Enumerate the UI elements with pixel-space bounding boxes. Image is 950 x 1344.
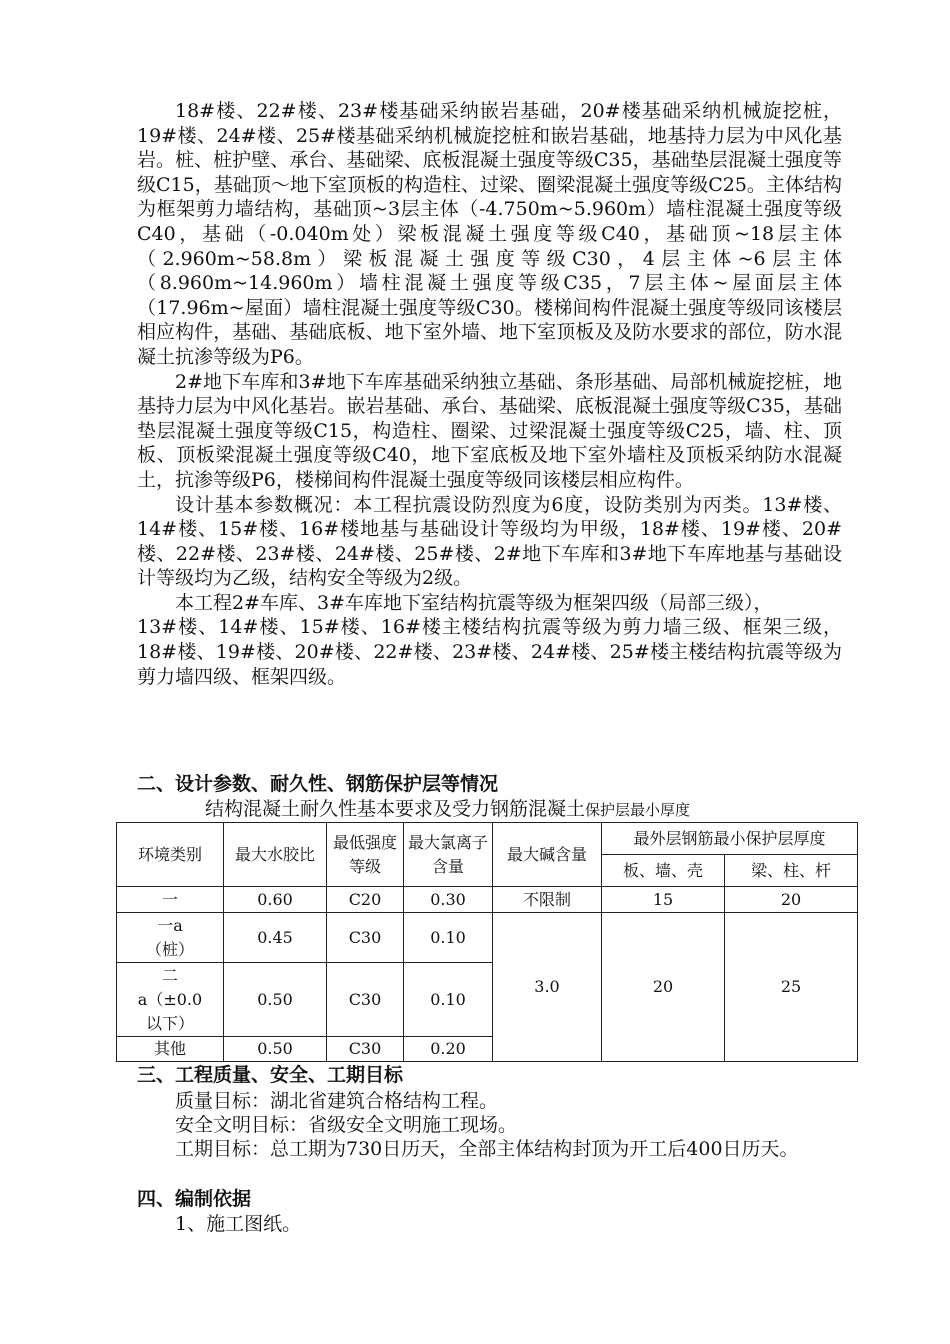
cell-slab-cover-merged: 20 (602, 913, 725, 1062)
cell-beam-cover: 20 (725, 887, 858, 913)
table-row (117, 887, 858, 913)
cell-env (117, 963, 224, 1037)
table-header-row (117, 823, 858, 855)
section-3-body (137, 1089, 842, 1161)
paragraph-foundation-buildings: 18#楼、22#楼、23#楼基础采纳嵌岩基础，20#楼基础采纳机械旋挖桩，19#楼、24#楼、25#楼基础采纳机械旋挖桩和嵌岩基础，地基持力层为中风化基岩。桩、桩护壁、承台、基础梁、底板混凝土强度等级C35，基础垫层混凝土强度等级C15，基础顶～地下室顶板的构造柱、过梁、圈梁混凝土强度等级C25。主体结构为框架剪力墙结构，基础顶~3层主体（-4.750m~5.960m）墙柱混凝土强度等级C40，基础（-0.040m处）梁板混凝土强度等级C40，基础顶~18层主体（2.960m~58.8m）梁板混凝土强度等级C30，4层主体~6层主体（8.960m~14.960m）墙柱混凝土强度等级C35，7层主体~屋面层主体（17.96m~屋面）墙柱混凝土强度等级C30。楼梯间构件混凝土强度等级同该楼层相应构件，基础、基础底板、地下室外墙、地下室顶板及及防水要求的部位，防水混凝土抗渗等级为P6。 (137, 100, 842, 368)
header-max-alkali: 最大碱含量 (493, 823, 602, 887)
cell-alkali: 不限制 (493, 887, 602, 913)
header-max-chloride: 最大氯离子含量 (404, 823, 493, 887)
cell-env: 其他 (117, 1037, 224, 1062)
header-beam-column-bar: 梁、柱、杆 (725, 855, 858, 887)
paragraph-building-seismic: 13#楼、14#楼、15#楼、16#楼主楼结构抗震等级为剪力墙三级、框架三级，18#楼、19#楼、20#楼、22#楼、23#楼、24#楼、25#楼主楼结构抗震等级为剪力墙四级、框架四级。 (137, 616, 842, 688)
cell-slab-cover: 15 (602, 887, 725, 913)
cell-env: 一 (117, 887, 224, 913)
section-heading-2: 二、设计参数、耐久性、钢筋保护层等情况 (137, 773, 499, 795)
table-row (117, 913, 858, 963)
cell-grade: C30 (327, 1037, 404, 1062)
cell-env-line: （桩） (145, 939, 194, 959)
cell-grade: C20 (327, 887, 404, 913)
header-min-strength: 最低强度等级 (327, 823, 404, 887)
schedule-goal: 工期目标：总工期为730日历天，全部主体结构封顶为开工后400日历天。 (175, 1138, 799, 1160)
cell-env-line: 以下） (145, 1013, 194, 1033)
header-max-wc-ratio: 最大水胶比 (224, 823, 327, 887)
cell-grade: C30 (327, 963, 404, 1037)
safety-goal: 安全文明目标：省级安全文明施工现场。 (175, 1114, 518, 1136)
header-env-class: 环境类别 (117, 823, 224, 887)
header-min-cover: 最外层钢筋最小保护层厚度 (602, 823, 858, 855)
paragraph-design-parameters: 设计基本参数概况：本工程抗震设防烈度为6度，设防类别为丙类。13#楼、14#楼、15#楼、16#楼地基与基础设计等级均为甲级，18#楼、19#楼、20#楼、22#楼、23#楼、24#楼、25#楼、2#地下车库和3#地下车库地基与基础设计等级均为乙级，结构安全等级为2级。 (137, 493, 842, 590)
quality-goal: 质量目标：湖北省建筑合格结构工程。 (175, 1090, 499, 1112)
cell-chloride: 0.10 (404, 913, 493, 963)
body-text-top (137, 99, 842, 689)
cell-env (117, 913, 224, 963)
cell-env-line: 二 (161, 965, 178, 985)
cell-wc: 0.45 (224, 913, 327, 963)
table-caption (205, 797, 690, 822)
paragraph-basement-garage: 2#地下车库和3#地下车库基础采纳独立基础、条形基础、局部机械旋挖桩，地基持力层为中风化基岩。嵌岩基础、承台、基础梁、底板混凝土强度等级C35，基础垫层混凝土强度等级C15，构造柱、圈梁、过梁混凝土强度等级C25，墙、柱、顶板、顶板梁混凝土强度等级C40，地下室底板及地下室外墙柱及顶板采纳防水混凝土，抗渗等级P6，楼梯间构件混凝土强度等级同该楼层相应构件。 (137, 370, 842, 491)
section-heading-3: 三、工程质量、安全、工期目标 (137, 1064, 404, 1086)
basis-item-drawings: 1、施工图纸。 (175, 1213, 302, 1235)
section-4-body (137, 1212, 842, 1236)
cell-wc: 0.50 (224, 963, 327, 1037)
cell-grade: C30 (327, 913, 404, 963)
header-slab-wall-shell: 板、墙、壳 (602, 855, 725, 887)
paragraph-garage-seismic: 本工程2#车库、3#车库地下室结构抗震等级为框架四级（局部三级）， (175, 591, 773, 614)
cell-wc: 0.50 (224, 1037, 327, 1062)
cell-chloride: 0.20 (404, 1037, 493, 1062)
cell-alkali-merged: 3.0 (493, 913, 602, 1062)
cell-env-line: 一a (157, 915, 183, 935)
section-heading-4: 四、编制依据 (137, 1188, 252, 1210)
table-caption-main: 结构混凝土耐久性基本要求及受力钢筋混凝土 (205, 798, 586, 820)
durability-table (116, 822, 858, 1062)
cell-wc: 0.60 (224, 887, 327, 913)
cell-chloride: 0.10 (404, 963, 493, 1037)
cell-env-line: a（±0.0 (137, 989, 203, 1009)
table-caption-small: 保护层最小厚度 (585, 801, 691, 819)
cell-chloride: 0.30 (404, 887, 493, 913)
cell-beam-cover-merged: 25 (725, 913, 858, 1062)
